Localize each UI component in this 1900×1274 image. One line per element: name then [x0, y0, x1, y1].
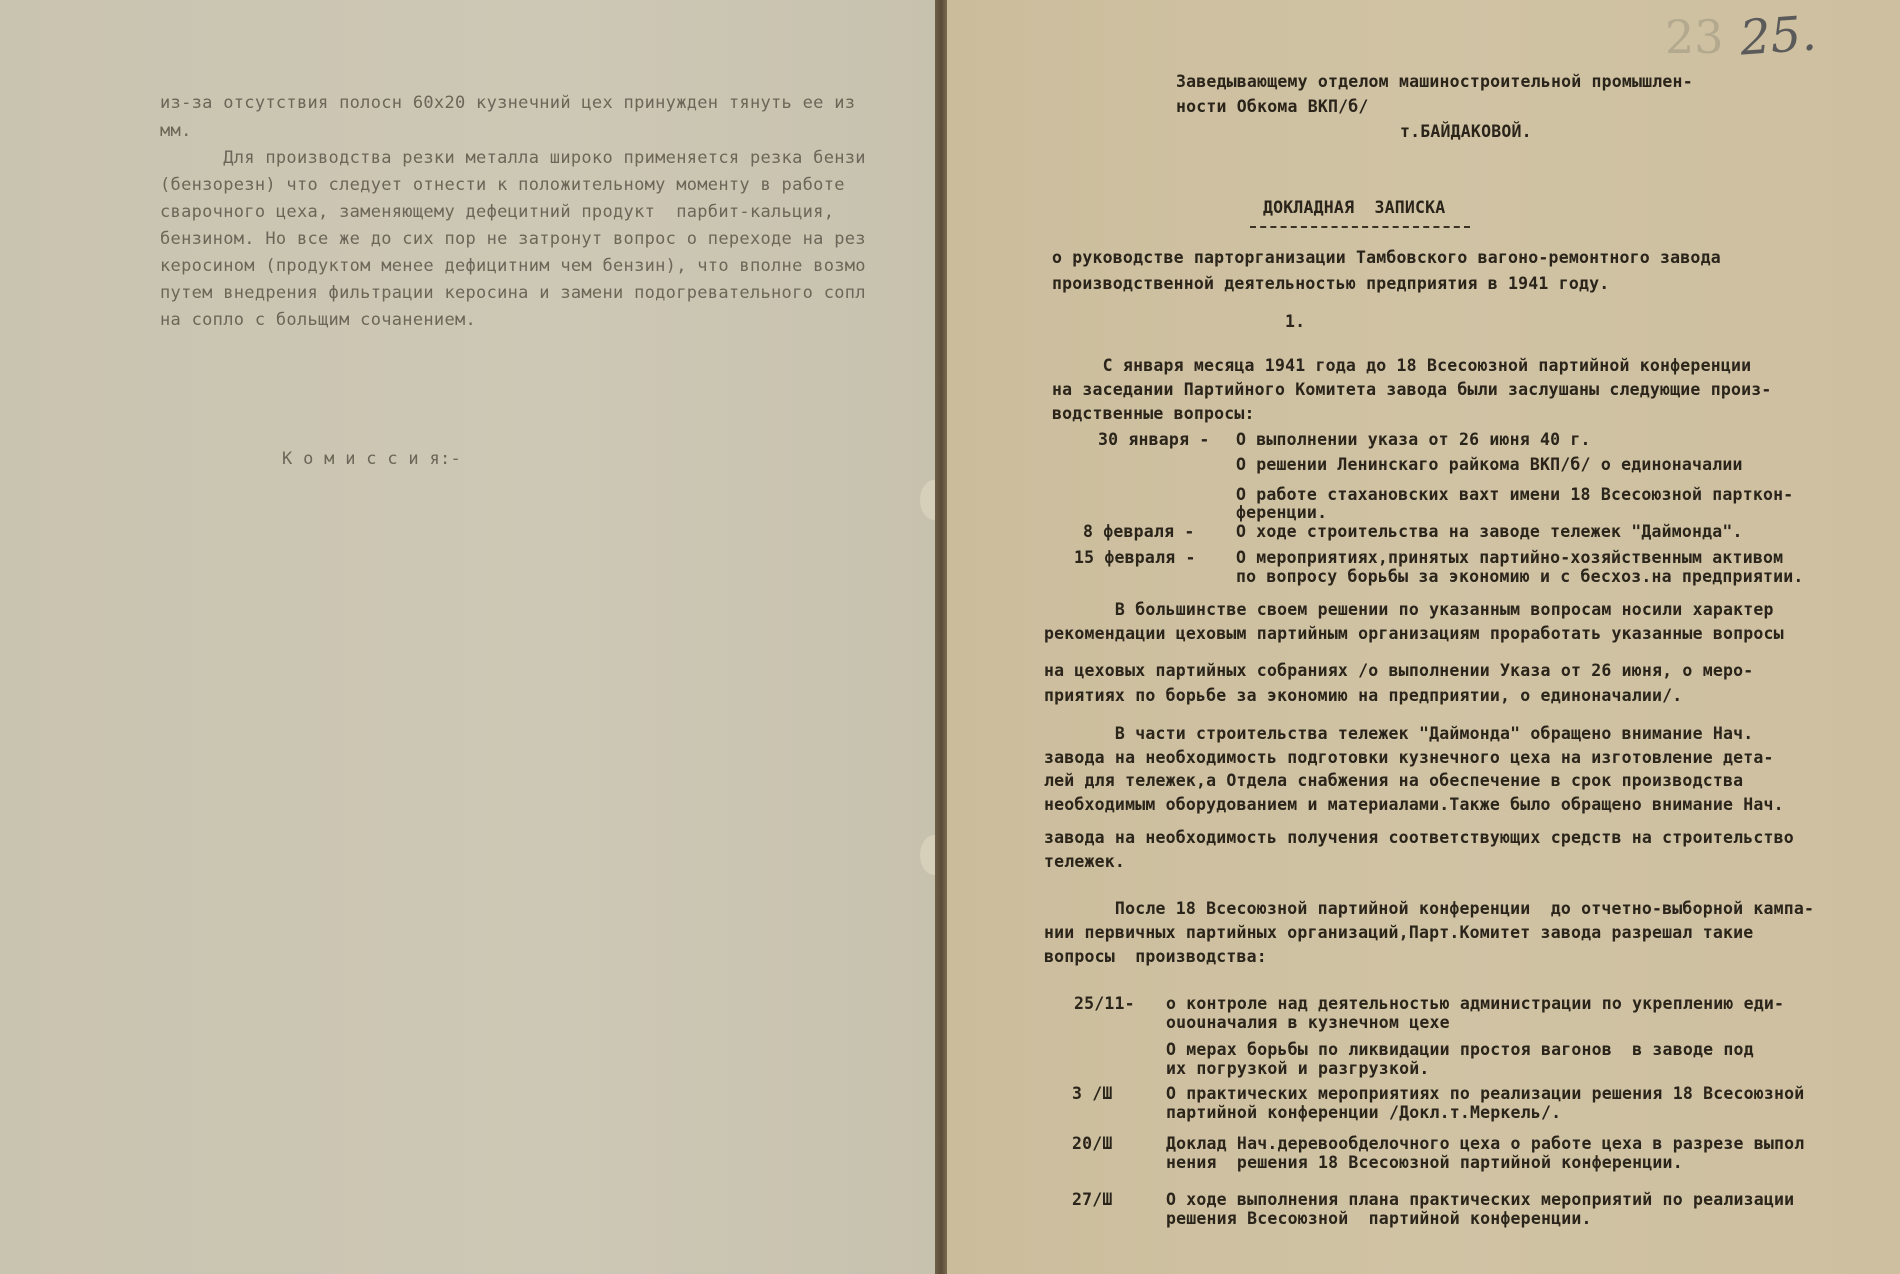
agenda-item: О мерах борьбы по ликвидации простоя вагонов в заводе под — [1166, 1040, 1754, 1059]
agenda-item: решения Всесоюзной партийной конференции. — [1166, 1209, 1592, 1228]
folio-number: 25. — [1738, 5, 1819, 67]
text-line: сварочного цеха, заменяющему дефецитний продукт парбит-кальция, — [160, 202, 835, 222]
text-line: мм. — [160, 121, 192, 141]
intro-line: на заседании Партийного Комитета завода были заслушаны следующие произ- — [1052, 380, 1772, 399]
signature-label: К о м и с с и я:- — [282, 449, 462, 469]
agenda-date: 27/Ш — [1072, 1190, 1113, 1209]
addressee-line: ности Обкома ВКП/б/ — [1176, 97, 1369, 116]
binding-hole — [920, 480, 935, 520]
agenda-item: ференции. — [1236, 503, 1328, 522]
left-page — [0, 0, 935, 1274]
agenda-item: их погрузкой и разгрузкой. — [1166, 1059, 1430, 1078]
binding-hole — [920, 835, 935, 875]
document-title: ДОКЛАДНАЯ ЗАПИСКА — [1263, 198, 1446, 217]
agenda-item: О ходе строительства на заводе тележек "Даймонда". — [1236, 522, 1743, 541]
paragraph-line: необходимым оборудованием и материалами.Также было обращено внимание Нач. — [1044, 795, 1784, 814]
paragraph-line: В части строительства тележек "Даймонда" обращено внимание Нач. — [1044, 724, 1754, 743]
text-line: бензином. Но все же до сих пор не затронут вопрос о переходе на рез — [160, 229, 866, 249]
intro-line: водственные вопросы: — [1052, 404, 1255, 423]
paragraph-line: тележек. — [1044, 852, 1126, 871]
paragraph-line: завода на необходимость подготовки кузнечного цеха на изготовление дета- — [1044, 748, 1774, 767]
agenda-item: О ходе выполнения плана практических мероприятий по реализации — [1166, 1190, 1795, 1209]
agenda-date: 30 января - — [1098, 430, 1210, 449]
agenda-date: 25/11- — [1074, 994, 1135, 1013]
title-underline — [1250, 226, 1470, 228]
paragraph-line: вопросы производства: — [1044, 947, 1267, 966]
text-line: керосином (продуктом менее дефицитним чем бензин), что вполне возмо — [160, 256, 866, 276]
paragraph-line: лей для тележек,а Отдела снабжения на обеспечение в срок производства — [1044, 771, 1744, 790]
text-line: путем внедрения фильтрации керосина и замени подогревательного сопл — [160, 283, 866, 303]
agenda-item: нения решения 18 Всесоюзной партийной конференции. — [1166, 1153, 1683, 1172]
subtitle-line: производственной деятельностью предприятия в 1941 году. — [1052, 274, 1610, 293]
book-spine — [935, 0, 947, 1274]
agenda-date: 20/Ш — [1072, 1134, 1113, 1153]
paragraph-line: на цеховых партийных собраниях /о выполнении Указа от 26 июня, о меро- — [1044, 661, 1754, 680]
agenda-item: партийной конференции /Докл.т.Меркель/. — [1166, 1103, 1562, 1122]
text-line: из-за отсутствия полосн 60х20 кузнечний цех принужден тянуть ее из — [160, 93, 856, 113]
intro-line: С января месяца 1941 года до 18 Всесоюзной партийной конференции — [1052, 356, 1752, 375]
agenda-item: О мероприятиях,принятых партийно-хозяйственным активом — [1236, 548, 1784, 567]
paragraph-line: нии первичных партийных организаций,Парт.Комитет завода разрешал такие — [1044, 923, 1754, 942]
agenda-item: Доклад Нач.деревообделочного цеха о работе цеха в разрезе выпол — [1166, 1134, 1805, 1153]
agenda-item: О решении Ленинскаго райкома ВКП/б/ о единоначалии — [1236, 455, 1743, 474]
subtitle-line: о руководстве парторганизации Тамбовского вагоно-ремонтного завода — [1052, 248, 1721, 267]
agenda-item: ououначалия в кузнечном цехе — [1166, 1013, 1450, 1032]
agenda-date: 15 февраля - — [1074, 548, 1196, 567]
agenda-item: О работе стахановских вахт имени 18 Всесоюзной парткон- — [1236, 485, 1794, 504]
text-line: на сопло с больщим сочанением. — [160, 310, 477, 330]
paragraph-line: После 18 Всесоюзной партийной конференции до отчетно-выборной кампа- — [1044, 899, 1815, 918]
paragraph-line: В большинстве своем решении по указанным вопросам носили характер — [1044, 600, 1774, 619]
agenda-item: О практических мероприятиях по реализации решения 18 Всесоюзной — [1166, 1084, 1805, 1103]
agenda-item: о контроле над деятельностью администрации по укреплению еди- — [1166, 994, 1785, 1013]
paragraph-line: завода на необходимость получения соответствующих средств на строительство — [1044, 828, 1794, 847]
agenda-date: 3 /Ш — [1072, 1084, 1113, 1103]
faint-folio-mark: 23 — [1665, 10, 1724, 64]
section-number: 1. — [1285, 312, 1306, 331]
addressee-name: т.БАЙДАКОВОЙ. — [1400, 122, 1532, 141]
agenda-item: по вопросу борьбы за экономию и с бесхоз.на предприятии. — [1236, 567, 1804, 586]
agenda-item: О выполнении указа от 26 июня 40 г. — [1236, 430, 1591, 449]
paragraph-line: рекомендации цеховым партийным организациям проработать указанные вопросы — [1044, 624, 1784, 643]
agenda-date: 8 февраля - — [1083, 522, 1195, 541]
paragraph-line: приятиях по борьбе за экономию на предприятии, о единоначалии/. — [1044, 686, 1683, 705]
text-line: (бензорезн) что следует отнести к положительному моменту в работе — [160, 175, 845, 195]
text-line: Для производства резки металла широко применяется резка бензи — [160, 148, 866, 168]
addressee-line: Заведывающему отделом машиностроительной промышлен- — [1176, 72, 1693, 91]
